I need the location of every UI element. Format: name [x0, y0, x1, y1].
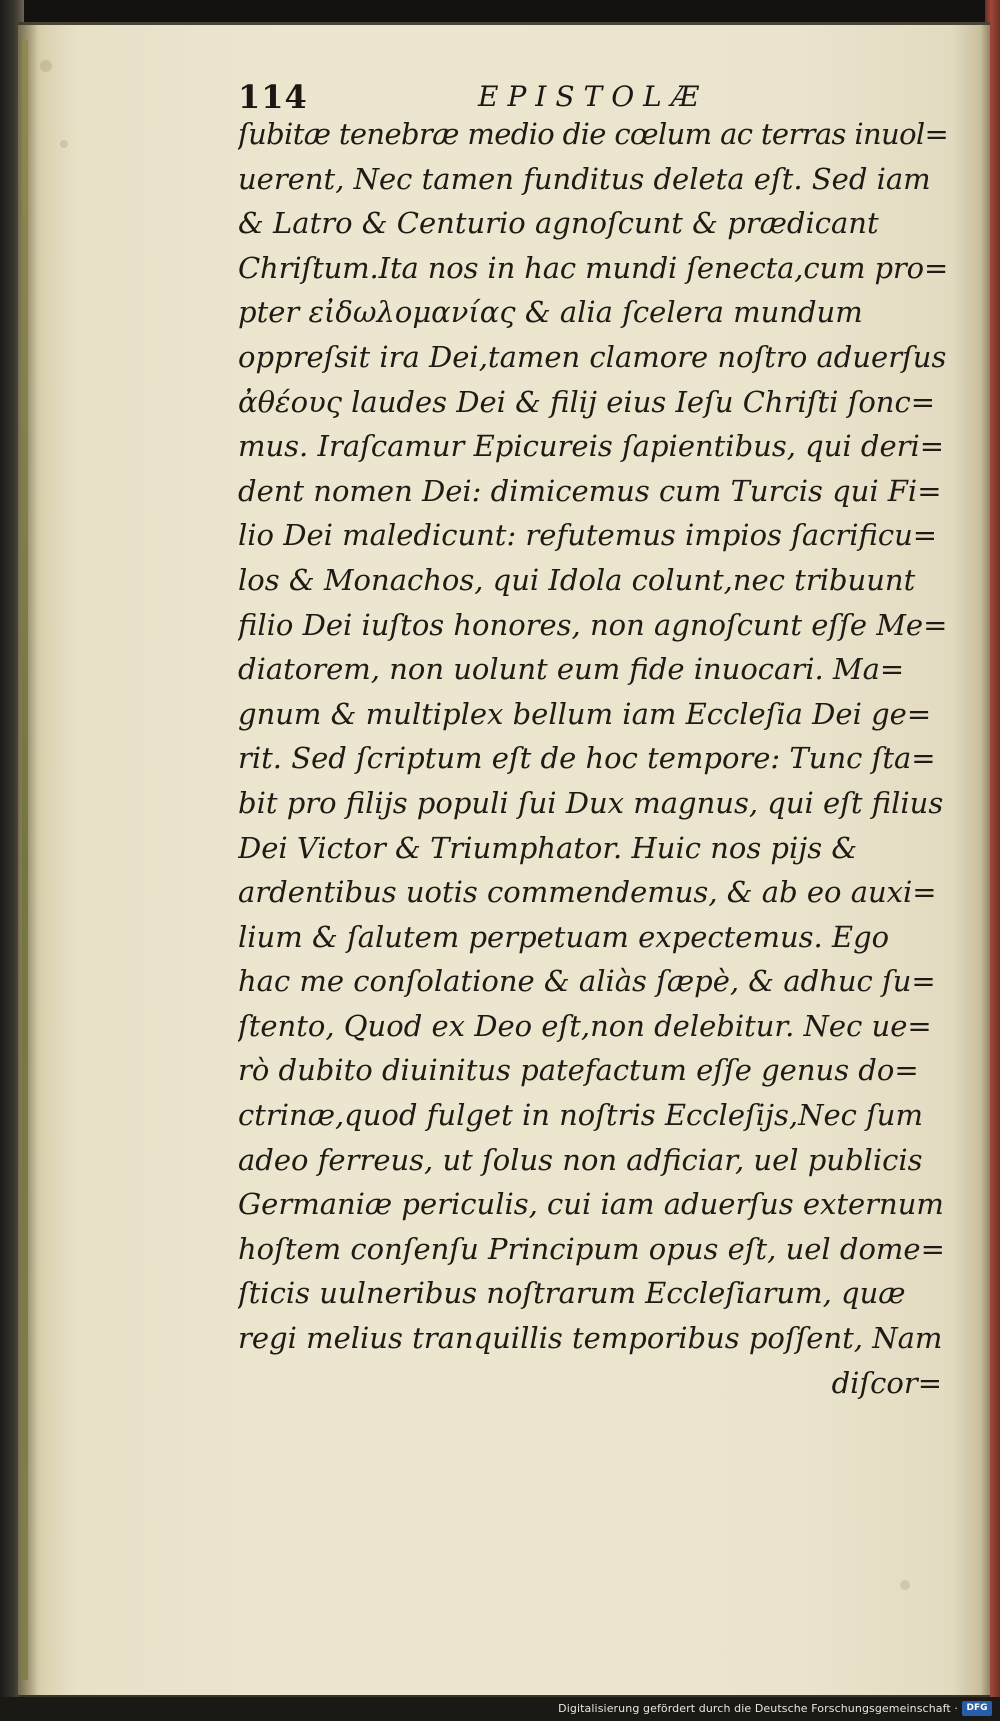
text-line: uerent, Nec tamen funditus deleta eſt. Sed iam	[238, 161, 931, 196]
body-text	[238, 112, 948, 1405]
digitization-credit: Digitalisierung gefördert durch die Deutsche Forschungsgemeinschaft ·	[558, 1702, 958, 1715]
catchword: diſcor=	[831, 1365, 942, 1400]
text-line: hac me conſolatione & aliàs ſæpè, & adhuc ſu=	[238, 964, 936, 999]
text-line: ctrinæ,quod fulget in noſtris Eccleſijs,Nec ſum	[238, 1098, 923, 1133]
text-line: los & Monachos, qui Idola colunt,nec tribuunt	[238, 562, 916, 597]
text-line: mus. Iraſcamur Epicureis ſapientibus, qui deri=	[238, 429, 945, 464]
text-line: Germaniæ periculis, cui iam aduerſus externum	[238, 1187, 944, 1222]
page-edge-stain	[22, 40, 28, 1680]
text-line: adeo ferreus, ut ſolus non adficiar, uel publicis	[238, 1142, 923, 1177]
text-line: Chriſtum.Ita nos in hac mundi ſenecta,cum pro=	[238, 250, 948, 285]
running-title: EPISTOLÆ	[478, 80, 708, 113]
text-line: rit. Sed ſcriptum eſt de hoc tempore: Tunc ſta=	[238, 741, 936, 776]
paper-spot	[60, 140, 68, 148]
text-line: Dei Victor & Triumphator. Huic nos pijs &	[238, 830, 858, 865]
text-line: & Latro & Centurio agnoſcunt & prædicant	[238, 206, 879, 241]
text-line: hoſtem conſenſu Principum opus eſt, uel dome=	[238, 1231, 945, 1266]
text-line: dent nomen Dei: dimicemus cum Turcis qui Fi=	[238, 473, 942, 508]
text-line: ſubitæ tenebræ medio die cœlum ac terras inuol=	[238, 117, 948, 151]
text-line: rò dubito diuinitus patefactum eſſe genus do=	[238, 1053, 919, 1088]
text-line: ardentibus uotis commendemus, & ab eo auxi=	[238, 875, 937, 910]
text-line: lio Dei maledicunt: refutemus impios ſacrificu=	[238, 518, 938, 553]
text-line: diatorem, non uolunt eum fide inuocari. Ma=	[238, 652, 905, 687]
text-line: filio Dei iuſtos honores, non agnoſcunt eſſe Me=	[238, 607, 948, 642]
text-line: oppreſsit ira Dei,tamen clamore noſtro aduerſus	[238, 339, 947, 374]
text-line: ſticis uulneribus noſtrarum Eccleſiarum, quæ	[238, 1276, 906, 1311]
dfg-logo: DFG	[962, 1701, 992, 1716]
spine-shadow	[18, 22, 38, 1697]
page-number: 114	[238, 78, 308, 116]
text-line: gnum & multiplex bellum iam Eccleſia Dei ge=	[238, 696, 932, 731]
paper-spot	[40, 60, 52, 72]
paper-spot	[900, 1580, 910, 1590]
text-line: pter εἰδωλομανίας & alia ſcelera mundum	[238, 295, 863, 330]
scan-top-border	[0, 0, 1000, 24]
text-line: ἀθέους laudes Dei & filij eius Ieſu Chriſti ſonc=	[238, 384, 936, 419]
text-line: ſtento, Quod ex Deo eſt,non delebitur. Nec ue=	[238, 1008, 932, 1043]
text-line: regi melius tranquillis temporibus poſſent, Nam	[238, 1321, 943, 1356]
text-line: bit pro filijs populi ſui Dux magnus, qui eſt filius	[238, 785, 944, 820]
text-line: lium & ſalutem perpetuam expectemus. Ego	[238, 919, 890, 954]
